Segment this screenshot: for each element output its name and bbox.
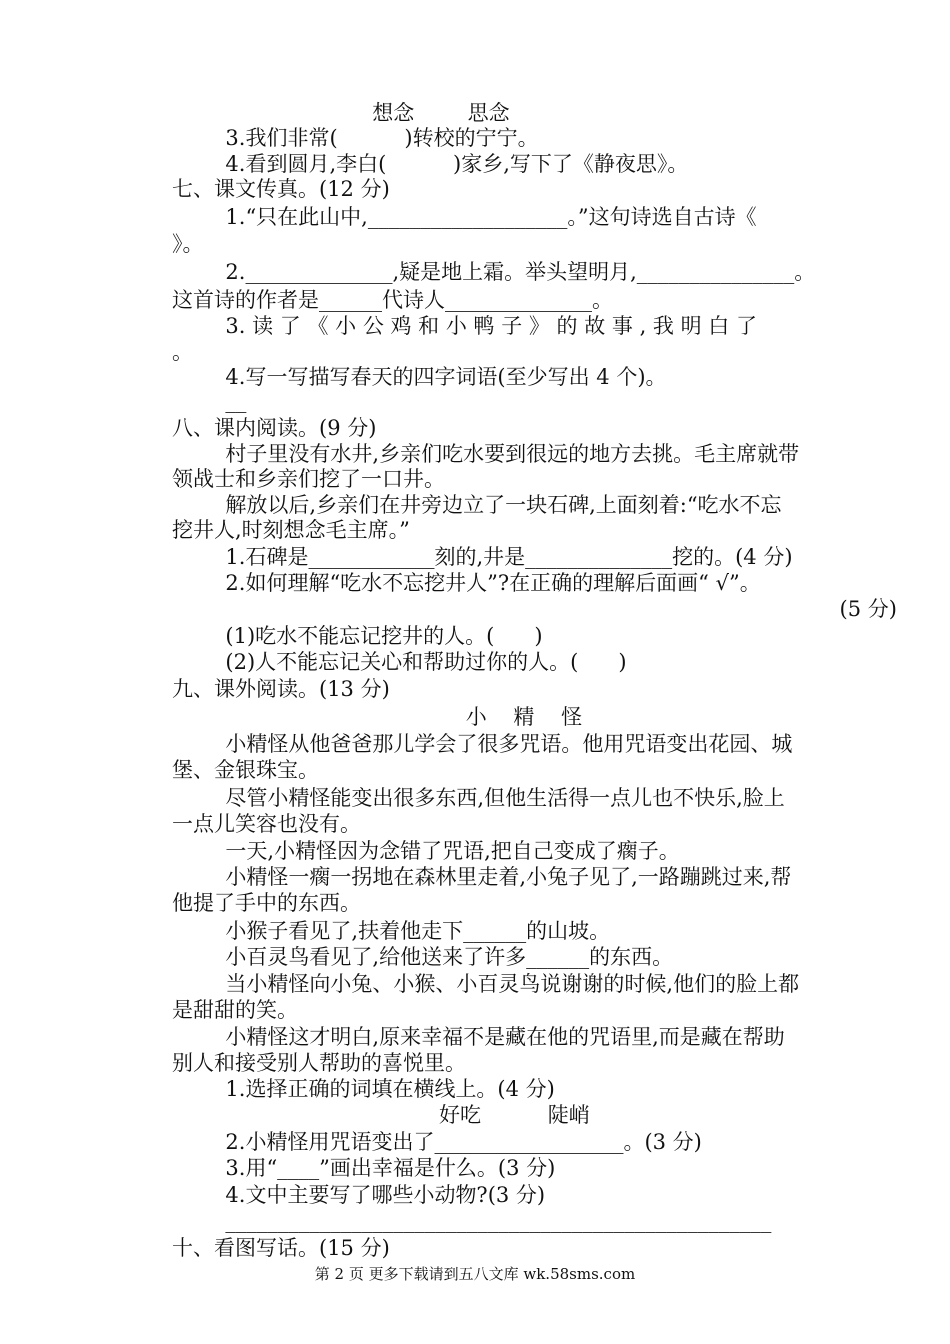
text-line: (5 分) [172, 597, 897, 621]
text-line: 小百灵鸟看见了,给他送来了许多______的东西。 [172, 945, 674, 969]
text-line: 4.文中主要写了哪些小动物?(3 分) [172, 1183, 546, 1207]
text-line: 》。 [172, 232, 204, 256]
text-line: 小猴子看见了,扶着他走下______的山坡。 [172, 919, 611, 943]
text-line: 小精怪从他爸爸那儿学会了很多咒语。他用咒语变出花园、城 [172, 732, 793, 756]
text-line: ____________________________________________________ [172, 1209, 772, 1233]
text-line: 一点儿笑容也没有。 [172, 812, 361, 836]
text-line: 2.小精怪用咒语变出了__________________。(3 分) [172, 1130, 702, 1154]
text-line: 这首诗的作者是______代诗人______________。 [172, 288, 613, 312]
text-line: 2.______________,疑是地上霜。举头望明月,_______________。 [172, 260, 816, 284]
text-line: __ [172, 389, 247, 413]
text-line: 4.看到圆月,李白( )家乡,写下了《静夜思》。 [172, 152, 689, 176]
text-line: 一天,小精怪因为念错了咒语,把自己变成了瘸子。 [172, 839, 680, 863]
text-line: 好吃 陡峭 [172, 1103, 590, 1127]
text-line: 1.石碑是____________刻的,井是______________挖的。(4 分) [172, 545, 793, 569]
text-line: (1)吃水不能忘记挖井的人。( ) [172, 624, 543, 648]
text-line: 1.选择正确的词填在横线上。(4 分) [172, 1077, 555, 1101]
text-line: 十、看图写话。(15 分) [172, 1236, 390, 1260]
text-line: 想念 思念 [172, 101, 510, 125]
text-line: 2.如何理解“吃水不忘挖井人”?在正确的理解后面画“ √”。 [172, 571, 761, 595]
text-line: 小 精 怪 [172, 705, 583, 729]
text-line: 堡、金银珠宝。 [172, 758, 319, 782]
text-line: 八、课内阅读。(9 分) [172, 416, 377, 440]
text-line: 小精怪一瘸一拐地在森林里走着,小兔子见了,一路蹦跳过来,帮 [172, 865, 792, 889]
text-line: 七、课文传真。(12 分) [172, 177, 390, 201]
text-line: 是甜甜的笑。 [172, 998, 298, 1022]
text-line: 尽管小精怪能变出很多东西,但他生活得一点儿也不快乐,脸上 [172, 786, 785, 810]
text-line: (2)人不能忘记关心和帮助过你的人。( ) [172, 650, 627, 674]
page-footer: 第 2 页 更多下载请到五八文库 wk.58sms.com [314, 1265, 636, 1283]
text-line: 小精怪这才明白,原来幸福不是藏在他的咒语里,而是藏在帮助 [172, 1025, 785, 1049]
text-line: 别人和接受别人帮助的喜悦里。 [172, 1051, 466, 1075]
text-line: 他提了手中的东西。 [172, 891, 361, 915]
text-line: 1.“只在此山中,___________________。”这句诗选自古诗《 [172, 205, 757, 229]
text-line: 挖井人,时刻想念毛主席。” [172, 518, 410, 542]
text-line: 。 [172, 340, 193, 364]
text-line: 村子里没有水井,乡亲们吃水要到很远的地方去挑。毛主席就带 [172, 442, 800, 466]
text-line: 4.写一写描写春天的四字词语(至少写出 4 个)。 [172, 365, 667, 389]
text-line: 九、课外阅读。(13 分) [172, 677, 390, 701]
text-line: 3.我们非常( )转校的宁宁。 [172, 126, 539, 150]
text-line: 当小精怪向小兔、小猴、小百灵鸟说谢谢的时候,他们的脸上都 [172, 972, 800, 996]
text-line: 领战士和乡亲们挖了一口井。 [172, 467, 445, 491]
text-line: 解放以后,乡亲们在井旁边立了一块石碑,上面刻着:“吃水不忘 [172, 493, 782, 517]
text-line: 3.用“____”画出幸福是什么。(3 分) [172, 1156, 556, 1180]
text-line: 3. 读 了 《 小 公 鸡 和 小 鸭 子 》 的 故 事 , 我 明 白 了 [172, 314, 757, 338]
